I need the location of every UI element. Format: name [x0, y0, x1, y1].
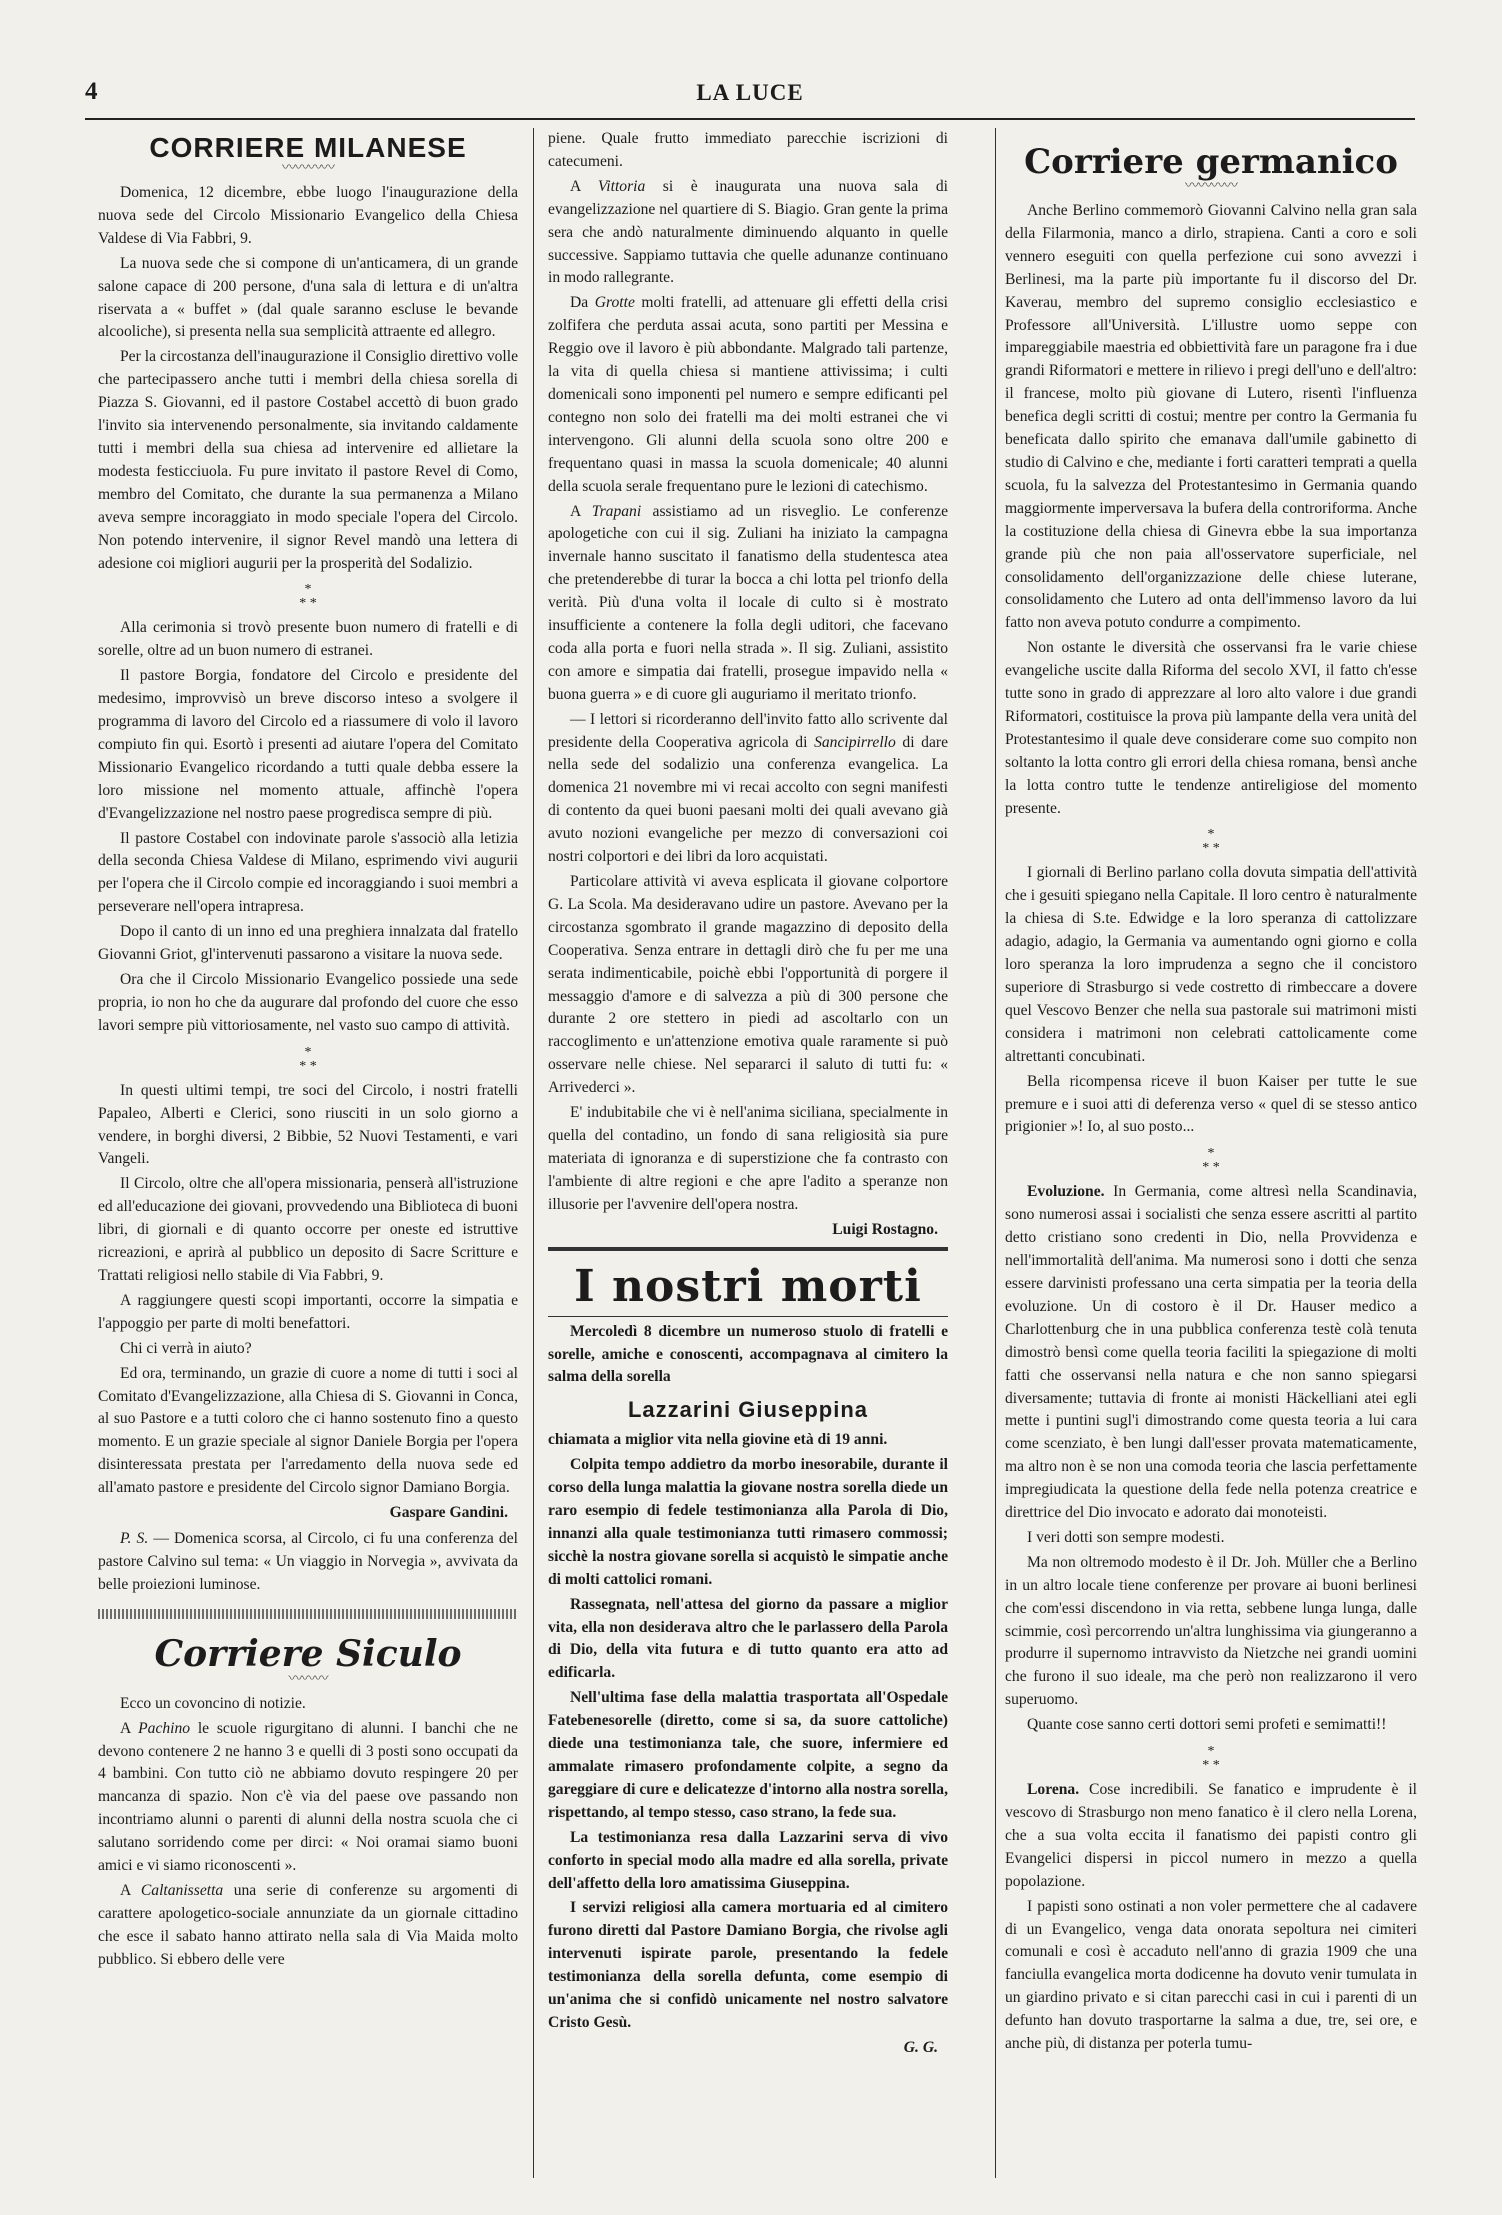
article-paragraph: Ecco un covoncino di notizie.: [120, 1694, 306, 1712]
paragraph-text: Cose incredibili. Se fanatico e imprudente è il vescovo di Strasburgo non meno fanatico è il clero nella Lorena, che a sua volta eccita il fanatismo dei papisti contro gli Evangelici dispersi in piccol numero in mezzo a quella popolazione.: [1005, 1781, 1417, 1890]
obituary-intro: Mercoledì 8 dicembre un numeroso stuolo di fratelli e sorelle, amiche e conoscenti, accompagnava al cimitero la salma della sorella: [548, 1322, 948, 1386]
article-paragraph: chiamata a miglior vita nella giovine età di 19 anni.: [548, 1431, 888, 1449]
place-name: Sancipirrello: [814, 733, 896, 751]
article-paragraph: I veri dotti son sempre modesti.: [1027, 1528, 1225, 1546]
postscript: [98, 1528, 518, 1597]
paragraph-text: le scuole rigurgitano di alunni. I banchi che ne devono contenere 2 ne hanno 3 e quelli di 3 posti sono occupati da 4 bambini. Con tutto ciò ne abbiamo dovuto respingere 20 per mancanza di spazio. Non c'è via del paese ove passando non incontriamo alunni o parenti di alunni della nostra scuola che ci salutano sorridendo come per dirci: « Noi oramai siamo buoni amici e vi siamo riconoscenti ».: [98, 1719, 518, 1875]
section-asterism: * * *: [299, 582, 317, 612]
article-paragraph: Il Circolo, oltre che all'opera missionaria, penserà all'istruzione ed all'educazione dei giovani, provvedendo una Biblioteca di buoni libri, di giornali e di quanto occorre per oneste ed istruttive ricreazioni, e aprirà al pubblico un deposito di Sacre Scritture e Trattati religiosi nello stabile di Via Fabbri, 9.: [98, 1175, 518, 1284]
title-ornament: 〰〰〰〰: [1185, 179, 1237, 194]
place-name: Vittoria: [597, 177, 646, 195]
column-divider: [533, 128, 534, 2178]
postscript-text: — Domenica scorsa, al Circolo, ci fu una conferenza del pastore Calvino sul tema: « Un viaggio in Norvegia », avvivata da belle proiezioni luminose.: [98, 1530, 518, 1593]
article-paragraph: A Vittoria si è inaugurata una nuova sala di evangelizzazione nel quartiere di S. Biagio. Gran gente la prima sera che andò naturalmente diminuendo alquanto in quelle successive. Sappiamo tuttavia che quelle adunanze continuano in modo rallegrante.: [548, 177, 948, 287]
section-separator: [98, 1609, 518, 1619]
place-name: Trapani: [591, 502, 642, 520]
article-paragraph: A Trapani assistiamo ad un risveglio. Le conferenze apologetiche con cui il sig. Zuliani ha iniziato la campagna invernale hanno suscitato il fanatismo della studentesca atea che pretenderebbe di turar la bocca a chi lotta pel trionfo della verità. Più d'una volta il locale di culto si è mostrato insufficiente a contenere la folla degli uditori, che facevano coda alla porta e fuori nella strada ». Il sig. Zuliani, assistito con amore e simpatia dai fratelli, prosegue impavido nella « buona guerra » e di cuore gli auguriamo il meritato trionfo.: [548, 502, 948, 703]
section-asterism: * * *: [299, 1044, 317, 1074]
article-paragraph: La nuova sede che si compone di un'anticamera, di un grande salone capace di 200 persone, d'una sala di lettura e di un'altra riservata a « buffet » (dal quale saranno escluse le bevande alcooliche), si presenta nella sua semplicità attraente ed allegro.: [98, 254, 518, 341]
article-paragraph: Colpita tempo addietro da morbo inesorabile, durante il corso della lunga malattia la giovane nostra sorella diede un raro esempio di fedele testimonianza alla Parola di Dio, innanzi alla quale testimonianza tutti rimasero commossi; sicchè la nostra giovane sorella si acquistò le simpatie anche di molti cattolici romani.: [548, 1456, 948, 1588]
article-paragraph: [548, 709, 948, 869]
section-title-siculo: Corriere Siculo: [154, 1632, 462, 1675]
article-paragraph: Ma non oltremodo modesto è il Dr. Joh. Müller che a Berlino in un altro locale tiene conferenze per provare ai buoni berlinesi che com'essi discendono in via retta, sebbene lunga lunga, dalle scimmie, così percorrendo un'altra lunghissima via giungeranno a produrre il supernomo intravvisto da Nietzche nei grandi uomini che furono il suo ideale, ma che però non realizzarono il vero superuomo.: [1005, 1553, 1417, 1709]
article-paragraph: Il pastore Costabel con indovinate parole s'associò alla letizia della seconda Chiesa Valdese di Milano, esprimendo vivi augurii per l'opera che il Circolo compie ed incoraggiando i suoi membri a perseverare nell'opera intrapresa.: [98, 829, 518, 916]
paragraph-text: — I lettori si ricorderanno dell'invito fatto allo scrivente dal presidente della Cooperativa agricola di: [548, 710, 948, 751]
section-asterism: * * *: [1202, 1744, 1220, 1774]
title-ornament: 〰〰〰: [288, 1671, 328, 1687]
paragraph-text: di dare nella sede del sodalizio una conferenza evangelica. La domenica 21 novembre mi vi recai accolto con segni manifesti di contento da quei buoni paesani molti dei quali avevano già avuto nozioni evangeliche per mezzo di conversazioni coi nostri colportori e dei libri da loro acquistati.: [548, 733, 948, 866]
column-3: [1005, 128, 1417, 2178]
section-title-morti: I nostri morti: [574, 1260, 922, 1312]
article-paragraph: Da Grotte molti fratelli, ad attenuare gli effetti della crisi zolfifera che perduta assai acuta, sono partiti per Messina e Reggio ove il lavoro è più abbondante. Malgrado tali partenze, la vita di quella chiesa si mantiene attivissima; i culti domenicali sono imponenti pel numero e sempre edificanti pel contegno non solo dei fratelli ma dei molti estranei che vi intervengono. Gli alunni della scuola sono oltre 200 e frequentano quasi in massa la scuola domenicale; 40 alunni della scuola serale frequentano pure le lezioni di catechismo.: [548, 294, 948, 495]
article-paragraph: Particolare attività vi aveva esplicata il giovane colportore G. La Scola. Ma desideravano udire un pastore. Avevano per la circostanza sgombrato il grande magazzino di deposito della Cooperativa. Senza entrare in dettagli dirò che fu per me una serata indimenticabile, poichè ebbi l'opportunità di porgere il messaggio d'amore e di salvezza a più di 300 persone che durante 2 ore stettero in piedi ad ascoltarlo con un raccoglimento e un'attenzione emotiva quale raramente si può osservare nelle chiese. Nel separarci il saluto di tutti fu: « Arrivederci ».: [548, 873, 948, 1097]
article-paragraph: Domenica, 12 dicembre, ebbe luogo l'inaugurazione della nuova sede del Circolo Missionario Evangelico della Chiesa Valdese di Via Fabbri, 9.: [98, 184, 518, 247]
title-ornament: 〰〰〰〰: [282, 161, 334, 176]
paragraph-text: In Germania, come altresì nella Scandinavia, sono numerosi assai i socialisti che senza essere ascritti al partito detto cristiano sono credenti in Dio, nella Provvidenza e nell'immortalità dell'anima. Ma numerosi sono i dotti che senza essere darvinisti professano una certa simpatia per la teoria della evoluzione. Un di costoro è il Dr. Hauser medico a Charlottenburg che in una pubblica conferenza testè colà tenuta dimostrò bensì come quella teoria faciliti la spiegazione di molti fatti che osservansi nella natura e che non sanno spiegarsi diversamente; tuttavia di fronte ai monisti Häckelliani atei egli mette i puntini sugl'i dimostrando come questa teoria a lui cara come scenziato, è ben lungi dall'esser provata matematicamente, ma altro non è se non una comoda teoria che lascia perfettamente impregiudicata la questione della fede nella potenza creatrice e direttrice del Dio invocato e adorato dai monoteisti.: [1005, 1183, 1417, 1522]
paragraph-text: molti fratelli, ad attenuare gli effetti della crisi zolfifera che perduta assai acuta, sono partiti per Messina e Reggio ove il lavoro è più abbondante. Malgrado tali partenze, la vita di quella chiesa si mantiene attivissima; i culti domenicali sono imponenti pel numero e sempre edificanti pel contegno non solo dei fratelli ma dei molti estranei che vi intervengono. Gli alunni della scuola sono oltre 200 e frequentano quasi in massa la scuola domenicale; 40 alunni della scuola serale frequentano pure le lezioni di catechismo.: [548, 294, 948, 495]
article-paragraph: A raggiungere questi scopi importanti, occorre la simpatia e l'appoggio per parte di molti benefattori.: [98, 1291, 518, 1332]
section-asterism: * * *: [1202, 1146, 1220, 1176]
article-paragraph: I giornali di Berlino parlano colla dovuta simpatia dell'attività che i gesuiti spiegano nella Capitale. Il loro centro è naturalmente la chiesa di S.te. Edwidge e la loro speranza di cattolizzare adagio, adagio, la Germania va aumentando ogni giorno e colla loro speranza la loro imprudenza a segno che il concistoro superiore di Strasburgo si vede costretto di rimbeccare a dovere quel Vescovo Benzer che nella sua pastorale sui matrimoni misti considera i matrimoni non celebrati cattolicamente come altrettanti concubinati.: [1005, 864, 1417, 1065]
article-paragraph: In questi ultimi tempi, tre soci del Circolo, i nostri fratelli Papaleo, Alberti e Clerici, sono riusciti in un solo giorno a vendere, in borghi diversi, 2 Bibbie, 52 Nuovi Testamenti, e vari Vangeli.: [98, 1081, 518, 1168]
postscript-label: P. S.: [120, 1530, 149, 1548]
article-paragraph: [1005, 1779, 1417, 1894]
section-title-germanico: Corriere germanico: [1024, 142, 1398, 182]
paragraph-text: si è inaugurata una nuova sala di evangelizzazione nel quartiere di S. Biagio. Gran gente la prima sera che andò naturalmente diminuendo alquanto in quelle successive. Sappiamo tuttavia che quelle adunanze continuano in modo rallegrante.: [548, 177, 948, 287]
section-rule: [548, 1316, 948, 1317]
place-name: Grotte: [594, 294, 635, 312]
place-name: Pachino: [138, 1719, 191, 1737]
page-header: [85, 78, 1415, 118]
author-signature: G. G.: [903, 2038, 938, 2056]
article-paragraph: Rassegnata, nell'attesa del giorno da passare a miglior vita, ella non desiderava altro che le parlassero della Parola di Dio, della vita futura e di tutto quanto era atto ad edificarla.: [548, 1595, 948, 1682]
author-signature: Gaspare Gandini.: [389, 1504, 508, 1522]
article-paragraph: Quante cose sanno certi dottori semi profeti e semimatti!!: [1027, 1716, 1387, 1734]
paragraph-text: assistiamo ad un risveglio. Le conferenze apologetiche con cui il sig. Zuliani ha iniziato la campagna invernale hanno suscitato il fanatismo della studentesca atea che pretenderebbe di turar la bocca a chi lotta pel trionfo della verità. Più d'una volta il locale di culto si è mostrato insufficiente a contenere la folla degli uditori, che facevano coda alla porta e fuori nella strada ». Il sig. Zuliani, assistito con amore e simpatia dai fratelli, prosegue impavido nella « buona guerra » e di cuore gli auguriamo il meritato trionfo.: [548, 502, 948, 703]
article-paragraph: E' indubitabile che vi è nell'anima siciliana, specialmente in quella del contadino, un fondo di sana religiosità sia pure materiata di ignoranza e di superstizione che fa contrasto con l'ambiente di altre regioni e che apre l'adito a speranze non illusorie per l'avvenire dell'opera nostra.: [548, 1104, 948, 1213]
article-paragraph: Per la circostanza dell'inaugurazione il Consiglio direttivo volle che partecipassero anche tutti i membri della chiesa sorella di Piazza S. Giovanni, ed il pastore Costabel accettò di buon grado l'invito sia intervenendo personalmente, sia invitando caldamente tutti i membri della sua chiesa ad intervenire ed allietare la modesta festicciuola. Fu pure invitato il pastore Revel di Como, membro del Comitato, che durante la sua permanenza a Milano aveva sempre incoraggiato in modo speciale l'opera del Circolo. Non potendo intervenire, il signor Revel mandò una lettera di adesione coi migliori augurii per la prosperità del Sodalizio.: [98, 348, 518, 572]
place-name: Caltanissetta: [140, 1882, 224, 1899]
article-paragraph: piene. Quale frutto immediato parecchie iscrizioni di catecumeni.: [548, 130, 948, 170]
subhead-lorena: Lorena.: [1027, 1781, 1080, 1799]
section-asterism: * * *: [1202, 827, 1220, 857]
article-paragraph: Ed ora, terminando, un grazie di cuore a nome di tutti i soci al Comitato d'Evangelizzazione, alla Chiesa di S. Giovanni in Conca, al suo Pastore e a tutti coloro che ci hanno sostenuto fino a questo momento. E un grazie speciale al signor Daniele Borgia per l'opera disinteressata prestata per l'arredamento della nuova sede ed all'amato pastore e presidente del Circolo signor Damiano Borgia.: [98, 1364, 518, 1497]
deceased-name: Lazzarini Giuseppina: [627, 1397, 869, 1423]
column-1: [98, 128, 518, 2178]
article-paragraph: Non ostante le diversità che osservansi fra le varie chiese evangeliche uscite dalla Riforma del secolo XVI, il fatto ch'esse tutte sono in grado di apprezzare al loro alto valore i due grandi Riformatori, costituisce la prova più lampante della vera unità del Protestantesimo il quale deve considerare come suo compito non soltanto la lotta contro gli errori della chiesa romana, bensì anche la lotta contro tutte le tendenze antireligiose del momento presente.: [1005, 639, 1417, 817]
article-paragraph: A Caltanissetta una serie di conferenze su argomenti di carattere apologetico-sociale annunziate da un giornale cittadino che esce il sabato hanno attirato nella sala di Via Maida molto pubblico. Si ebbero delle vere: [98, 1882, 518, 1968]
author-signature: Luigi Rostagno.: [832, 1220, 938, 1238]
article-paragraph: I servizi religiosi alla camera mortuaria ed al cimitero furono diretti dal Pastore Damiano Borgia, che rivolse agli intervenuti ispirate parole, presentando la fedele testimonianza della sorella defunta, come esempio di un'anima che si confidò unicamente nel nostro salvatore Cristo Gesù.: [548, 1899, 948, 2031]
header-rule: [85, 118, 1415, 120]
paragraph-text: una serie di conferenze su argomenti di carattere apologetico-sociale annunziate da un giornale cittadino che esce il sabato hanno attirato nella sala di Via Maida molto pubblico. Si ebbero delle vere: [98, 1882, 518, 1968]
article-paragraph: Bella ricompensa riceve il buon Kaiser per tutte le sue premure e i suoi atti di deferenza verso « quel di se stesso antico prigionier »! Io, al suo posto...: [1005, 1072, 1417, 1136]
page-number: 4: [85, 78, 98, 105]
article-paragraph: Anche Berlino commemorò Giovanni Calvino nella gran sala della Filarmonia, manco a dirlo, strapiena. Canti a coro e soli vennero eseguiti con quella perfezione cui sono avvezzi i Berlinesi, ma la parte più importante fu il discorso del Dr. Kaverau, membro del supremo consiglio ecclesiastico e Professore all'Università. L'illustre uomo seppe con impareggiabile maestria ed obbiettività fare un paragone fra i due grandi Riformatori e mettere in rilievo i pregi dell'uno e dell'altro: il francese, molto più giovane di Lutero, risentì l'influenza benefica degli scritti di costui; mentre per contro la Germania fu beneficata dallo spirito che emanava dall'umile gabinetto di studio di Calvino e che, mediante i forti caratteri temprati a quella scuola, fu la salvezza del Protestantesimo in Germania quando maggiormente imperversava la bufera della controriforma. Anche la costituzione della chiesa di Ginevra ebbe la sua importanza grande più che non paia all'osservatore superficiale, nel consolidamento dell'organizzazione delle chiese luterane, consolidamento che Lutero ad onta dell'immenso lavoro da lui fatto non aveva potuto condurre a compimento.: [1005, 202, 1417, 632]
article-paragraph: Nell'ultima fase della malattia trasportata all'Ospedale Fatebenesorelle (diretto, come si sa, da suore cattoliche) diede una testimonianza tale, che suore, infermiere ed ammalate rimasero profondamente colpite, a segno da gareggiare di cure e delicatezze d'intorno alla nostra sorella, rispettando, al tempo stesso, caso strano, la fede sua.: [548, 1689, 948, 1821]
subhead-evoluzione: Evoluzione.: [1027, 1183, 1105, 1201]
article-paragraph: I papisti sono ostinati a non voler permettere che al cadavere di un Evangelico, venga data onorata sepoltura nei cimiteri comunali e così è accaduto nell'anno di grazia 1909 che una fanciulla evangelica morta dodicenne ha dovuto venir tumulata in un giardino privato e si citan parecchi casi in cui i parenti di un defunto han dovuto trasportarne la salma a due, tre, sei ore, e anche più, di distanza per poterla tumu-: [1005, 1897, 1417, 2053]
article-paragraph: Ora che il Circolo Missionario Evangelico possiede una sede propria, io non ho che da augurare dal profondo del cuore che esso lavori sempre più vittoriosamente, nel vasto suo campo di attività.: [98, 971, 518, 1034]
section-title-milanese: CORRIERE MILANESE: [149, 132, 467, 163]
article-paragraph: Dopo il canto di un inno ed una preghiera innalzata dal fratello Giovanni Griot, gl'intervenuti passarono a visitare la nuova sede.: [98, 923, 518, 964]
column-2: [548, 128, 948, 2178]
article-paragraph: [1005, 1181, 1417, 1525]
article-paragraph: La testimonianza resa dalla Lazzarini serva di vivo conforto in special modo alla madre ed alla sorella, private dell'affetto della loro amatissima Giuseppina.: [548, 1828, 948, 1892]
article-paragraph: A Pachino le scuole rigurgitano di alunni. I banchi che ne devono contenere 2 ne hanno 3 e quelli di 3 posti sono occupati da 4 bambini. Con tutto ciò ne abbiamo dovuto respingere 20 per mancanza di spazio. Non c'è via del paese ove passando non incontriamo alunni o parenti di alunni della nostra scuola che ci salutano sorridendo come per dirci: « Noi oramai siamo buoni amici e vi siamo riconoscenti ».: [98, 1719, 518, 1875]
article-paragraph: Il pastore Borgia, fondatore del Circolo e presidente del medesimo, improvvisò un breve discorso inteso a svolgere il programma di lavoro del Circolo ed a riassumere di volo il lavoro compiuto fin qui. Esortò i presenti ad aiutare l'opera del Comitato Missionario Evangelico ricordando a tutti quale debba essere la loro missione nel momento attuale, affinchè l'opera d'Evangelizzazione nel nostro paese progredisca sempre di più.: [98, 667, 518, 822]
newspaper-title: LA LUCE: [696, 80, 804, 105]
article-paragraph: Alla cerimonia si trovò presente buon numero di fratelli e di sorelle, oltre ad un buon numero di estranei.: [98, 619, 518, 660]
column-divider: [995, 128, 996, 2178]
article-paragraph: Chi ci verrà in aiuto?: [120, 1339, 252, 1357]
section-rule: [548, 1247, 948, 1251]
